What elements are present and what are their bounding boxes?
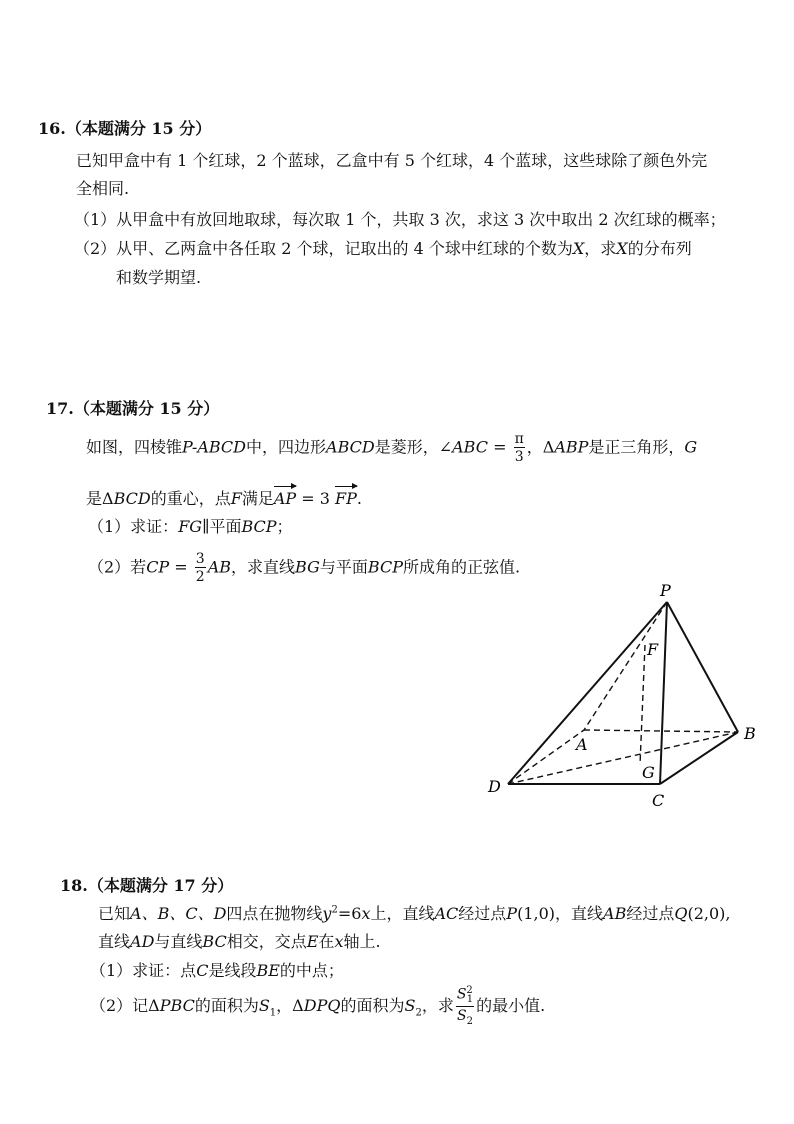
edge-ab bbox=[584, 730, 738, 732]
label-c: C bbox=[652, 791, 665, 810]
edge-pc bbox=[660, 602, 667, 784]
q17-part1: （1）求证：FG∥平面BCP； bbox=[88, 517, 293, 536]
q16-stem-line1: 已知甲盒中有 1 个红球，2 个蓝球，乙盒中有 5 个红球，4 个蓝球，这些球除了颜色外完 bbox=[76, 151, 708, 170]
q17-stem-line2: 是ΔBCD的重心，点F满足AP = 3 FP. bbox=[86, 489, 362, 508]
edge-cb bbox=[660, 732, 738, 784]
edge-da bbox=[508, 730, 584, 784]
pyramid-figure bbox=[470, 570, 770, 820]
three-halves-fraction: $\frac{3}{2}$ bbox=[195, 551, 205, 585]
q18-stem-line1: 已知A、B、C、D四点在抛物线$y^2=6x$上，直线AC经过点P(1,0)，直线AB经过点Q(2,0), bbox=[98, 904, 731, 923]
segment-fg bbox=[640, 645, 645, 765]
label-g: G bbox=[642, 763, 655, 782]
label-f: F bbox=[647, 640, 659, 659]
q16-part1: （1）从甲盒中有放回地取球，每次取 1 个，共取 3 次，求这 3 次中取出 2 次红球的概率； bbox=[74, 210, 726, 229]
vector-fp: FP bbox=[335, 489, 357, 508]
edge-pb bbox=[667, 602, 738, 732]
q16-part2-line2: 和数学期望. bbox=[116, 268, 202, 287]
q18-header: 18.（本题满分 17 分） bbox=[60, 876, 234, 895]
label-d: D bbox=[488, 777, 501, 796]
pi-over-3-fraction: $\frac{\pi}{3}$ bbox=[514, 431, 524, 465]
label-p: P bbox=[660, 581, 671, 600]
q18-part1: （1）求证：点C是线段BE的中点； bbox=[90, 961, 344, 980]
s1sq-over-s2-fraction: $\frac{S^2_1}{S_2}$ bbox=[456, 985, 474, 1028]
label-a: A bbox=[576, 735, 588, 754]
q16-header: 16.（本题满分 15 分） bbox=[38, 119, 212, 138]
edge-pa bbox=[584, 602, 667, 730]
diagonal-db bbox=[508, 732, 738, 784]
vector-ap: AP bbox=[273, 489, 297, 508]
label-b: B bbox=[744, 724, 756, 743]
q18-stem-line2: 直线AD与直线BC相交，交点E在x轴上. bbox=[98, 932, 381, 951]
q18-part2: （2）记ΔPBC的面积为$S_1$，ΔDPQ的面积为$S_2$，求 $\frac{S^2_1}{S_2}$ 的最小值. bbox=[90, 985, 546, 1028]
q16-part2-line1: （2）从甲、乙两盒中各任取 2 个球，记取出的 4 个球中红球的个数为X，求X的分布列 bbox=[74, 239, 692, 258]
q17-part2: （2）若CP = $\frac{3}{2}$ AB，求直线BG与平面BCP所成角的正弦值. bbox=[88, 551, 521, 585]
edge-pd bbox=[508, 602, 667, 784]
q16-stem-line2: 全相同. bbox=[76, 179, 130, 198]
q17-header: 17.（本题满分 15 分） bbox=[46, 399, 220, 418]
q17-stem-line1: 如图，四棱锥P-ABCD中，四边形ABCD是菱形，∠ABC = $\frac{\pi}{3}$ ，ΔABP是正三角形，G bbox=[86, 431, 698, 465]
